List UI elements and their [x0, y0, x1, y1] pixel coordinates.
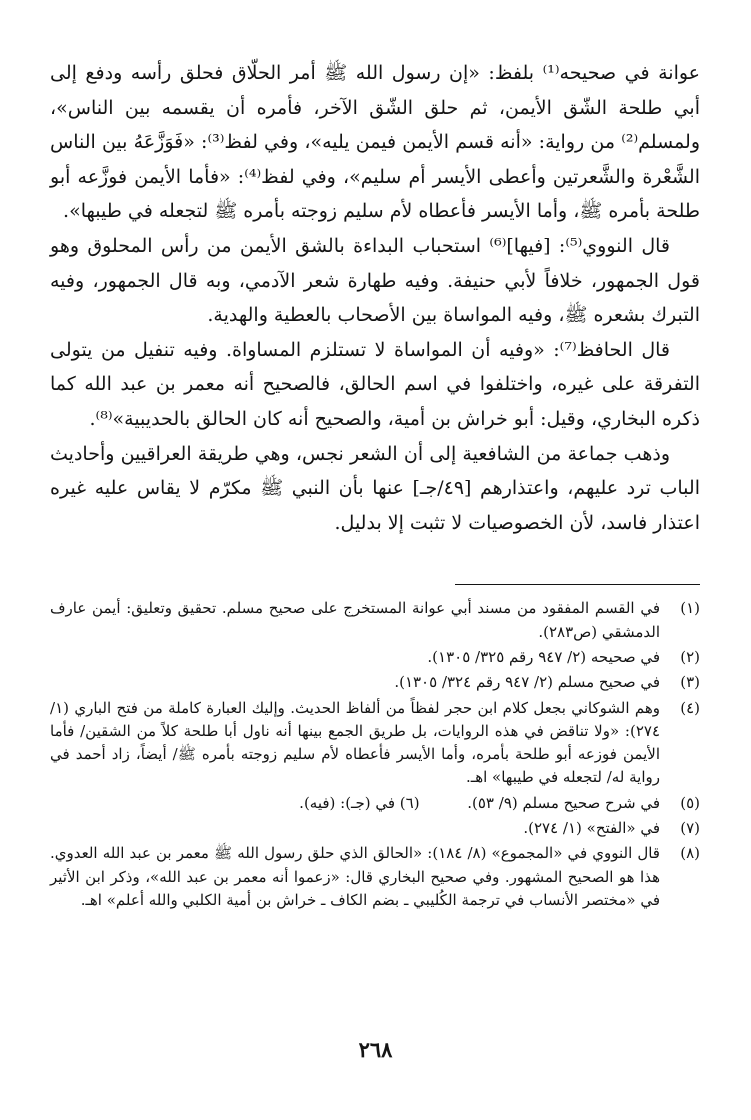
footnote-5 [50, 792, 700, 815]
footnote-number: (٣) [680, 673, 700, 692]
footnote-number: (٧) [680, 818, 700, 837]
footnote-2 [50, 646, 700, 669]
footnote-number: (٥) [680, 793, 700, 812]
footnote-separator [455, 584, 700, 585]
footnote-3 [50, 671, 700, 694]
footnote-text: في القسم المفقود من مسند أبي عوانة المستخرج على صحيح مسلم. تحقيق وتعليق: أيمن عارف الدمشقي (ص٢٨٣). [50, 599, 660, 641]
footnote-number: (٤) [680, 698, 700, 717]
footnote-number: (٢) [680, 647, 700, 666]
footnote-number: (١) [680, 599, 700, 618]
footnote-text: في صحيح مسلم (٢/ ٩٤٧ رقم ٣٢٤/ ١٣٠٥). [394, 673, 660, 692]
footnote-1 [50, 597, 700, 644]
paragraph-1: عوانة في صحيحه⁽¹⁾ بلفظ: «إن رسول الله ﷺ أمر الحلّاق فحلق رأسه ودفع إلى أبي طلحة الشّق الأيمن، ثم حلق الشّق الآخر، فأمره أن يقسمه بين الناس»، ولمسلم⁽²⁾ من رواية: «أنه قسم الأيمن فيمن يليه»، وفي لفظ⁽³⁾: «فَوَزَّعَهُ بين الناس الشَّعْرة والشَّعرتين وأعطى الأيسر أم سليم»، وفي لفظ⁽⁴⁾: «فأما الأيمن فوزَّعه أبو طلحة بأمره ﷺ، وأما الأيسر فأعطاه لأم سليم زوجته بأمره ﷺ لتجعله في طيبها». [50, 62, 701, 223]
main-text [50, 56, 700, 540]
paragraph-4: وذهب جماعة من الشافعية إلى أن الشعر نجس، وهي طريقة العراقيين وأحاديث الباب ترد عليهم، واعتذارهم [٤٩/جـ] عنها بأن النبي ﷺ مكرّم لا يقاس عليه غيره اعتذار فاسد، لأن الخصوصيات لا تثبت إلا بدليل. [50, 442, 700, 534]
footnote-number: (٨) [680, 844, 700, 863]
footnote-8 [50, 842, 700, 912]
footnotes [50, 597, 700, 912]
footnote-text: في صحيحه (٢/ ٩٤٧ رقم ٣٢٥/ ١٣٠٥). [427, 647, 660, 666]
paragraph-2: قال النووي⁽⁵⁾: [فيها]⁽⁶⁾ استحباب البداءة بالشق الأيمن من رأس المحلوق وهو قول الجمهور، خلافاً لأبي حنيفة. وفيه طهارة شعر الآدمي، وبه قال الجمهور، وفيه التبرك بشعره ﷺ، وفيه المواساة بين الأصحاب بالعطية والهدية. [50, 234, 700, 327]
paragraph-3: قال الحافظ⁽⁷⁾: «وفيه أن المواساة لا تستلزم المساواة. وفيه تنفيل من يتولى التفرقة على غيره، واختلفوا في اسم الحالق، فالصحيح أنه معمر بن عبد الله كما ذكره البخاري، وقيل: أبو خراش بن أمية، والصحيح أنه كان الحالق بالحديبية»⁽⁸⁾. [50, 338, 700, 430]
footnote-text: وهم الشوكاني بجعل كلام ابن حجر لفظاً من ألفاظ الحديث. وإليك العبارة كاملة من فتح الباري (١/ ٢٧٤): «ولا تناقض في هذه الروايات، بل طريق الجمع بينها أنه ناول أبا طلحة كلاً من الشقين/ فأما الأيمن فوزعه أبو طلحة بأمره، وأما الأيسر فأعطاه لأم سليم زوجته بأمره ﷺ/ أيضاً، زاد أحمد في رواية له/ لتجعله في طيبها» اهـ. [50, 698, 660, 787]
footnote-text: في «الفتح» (١/ ٢٧٤). [523, 818, 660, 837]
footnote-text: قال النووي في «المجموع» (٨/ ١٨٤): «الحالق الذي حلق رسول الله ﷺ معمر بن عبد الله العدوي. هذا هو الصحيح المشهور. وفي صحيح البخاري قال: «زعموا أنه معمر بن عبد الله»، وذكر ابن الأثير في «مختصر الأنساب في ترجمة الكُليبي ـ بضم الكاف ـ خراش بن أمية الكلبي والله أعلم» اهـ. [50, 844, 660, 909]
footnote-4 [50, 697, 700, 790]
footnote-text: في شرح صحيح مسلم (٩/ ٥٣). (٦) في (جـ): (فيه). [299, 793, 660, 812]
page [50, 56, 700, 914]
footnote-7 [50, 817, 700, 840]
page-number: ٢٦٨ [358, 1037, 393, 1062]
